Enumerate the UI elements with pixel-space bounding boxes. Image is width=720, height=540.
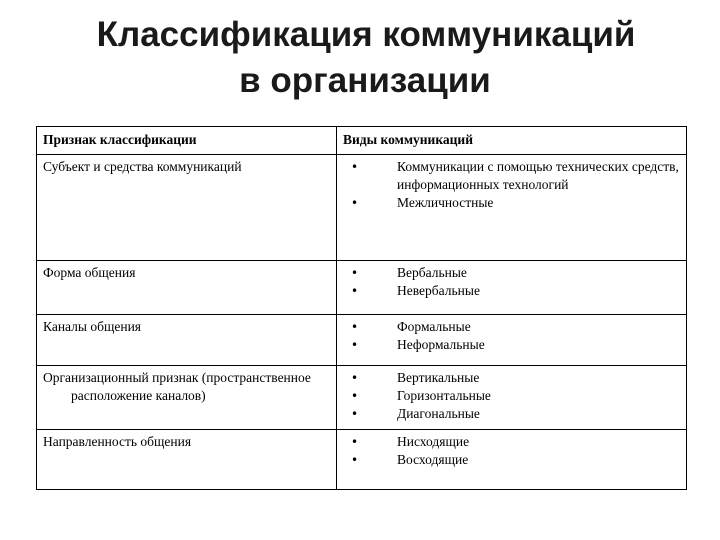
table-header-row [37, 127, 687, 155]
kinds-list [343, 158, 680, 212]
criterion-text: Форма общения [43, 265, 136, 280]
table-row [37, 155, 687, 261]
list-item: • Восходящие [343, 451, 680, 469]
list-item: • Нисходящие [343, 433, 680, 451]
list-item: • Невербальные [343, 282, 680, 300]
criterion-text: Каналы общения [43, 319, 142, 334]
table-row [37, 430, 687, 490]
kinds-list [343, 318, 680, 354]
criterion-text: Субъект и средства коммуникаций [43, 159, 242, 174]
list-item: • Вертикальные [343, 369, 680, 387]
list-item: • Горизонтальные [343, 387, 680, 405]
page-title-line-1: Классификация коммуникаций [96, 15, 636, 54]
kinds-list [343, 264, 680, 300]
list-item: • Диагональные [343, 405, 680, 423]
kinds-cell [337, 366, 687, 430]
page-title [0, 12, 720, 104]
page-title-line-2: в организации [239, 61, 491, 100]
list-item: • Формальные [343, 318, 680, 336]
kinds-cell [337, 155, 687, 261]
criterion-cell [37, 315, 337, 366]
criterion-cell [37, 366, 337, 430]
kinds-list [343, 369, 680, 423]
list-item: • Межличностные [343, 194, 680, 212]
column-header-criterion: Признак классификации [37, 127, 337, 155]
kinds-cell [337, 315, 687, 366]
list-item: • Коммуникации с помощью технических средств, информационных технологий [343, 158, 680, 194]
column-header-kinds: Виды коммуникаций [337, 127, 687, 155]
criterion-cell [37, 155, 337, 261]
table-row [37, 315, 687, 366]
criterion-cell [37, 430, 337, 490]
list-item: • Неформальные [343, 336, 680, 354]
classification-table [36, 126, 687, 490]
list-item: • Вербальные [343, 264, 680, 282]
kinds-list [343, 433, 680, 469]
criterion-cell [37, 261, 337, 315]
criterion-text: Направленность общения [43, 434, 192, 449]
kinds-cell [337, 430, 687, 490]
kinds-cell [337, 261, 687, 315]
table-row [37, 366, 687, 430]
table-row [37, 261, 687, 315]
criterion-text: Организационный признак (пространственное расположение каналов) [43, 370, 311, 403]
